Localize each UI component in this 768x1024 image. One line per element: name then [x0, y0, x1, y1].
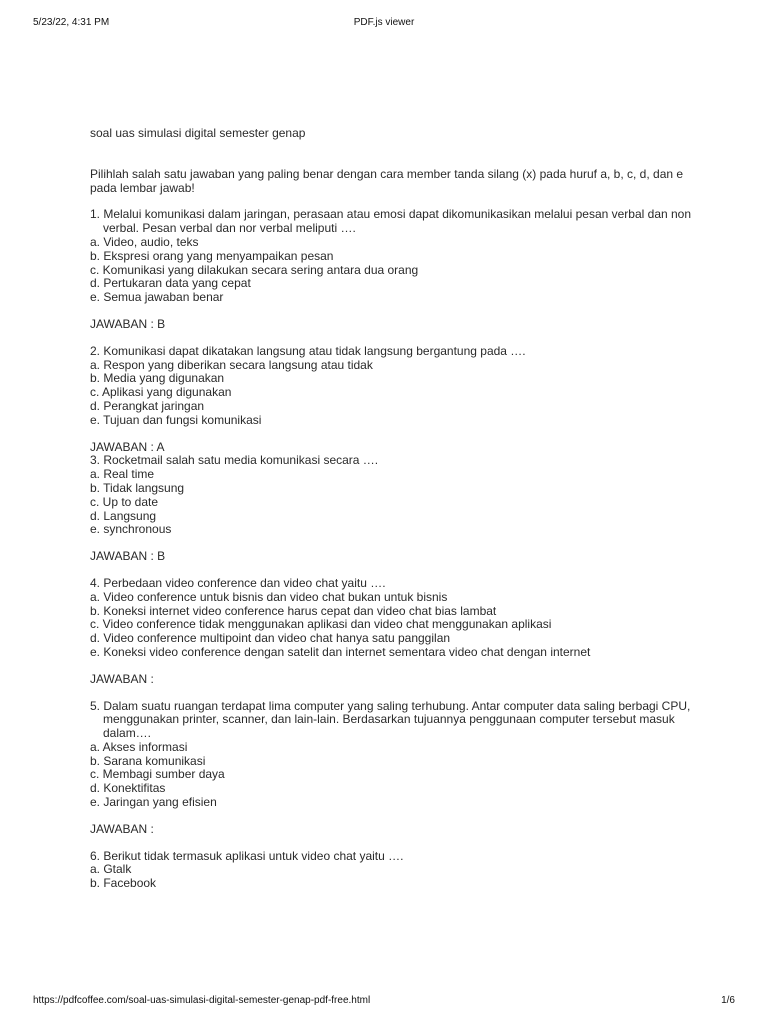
option-b: b. Tidak langsung — [90, 480, 185, 495]
question-text: 4. Perbedaan video conference dan video chat yaitu …. — [90, 575, 386, 590]
option-d: d. Perangkat jaringan — [90, 398, 205, 413]
option-list — [90, 591, 700, 660]
option-b: b. Media yang digunakan — [90, 371, 225, 386]
question-6 — [90, 850, 700, 891]
question-text: 5. Dalam suatu ruangan terdapat lima computer yang saling terhubung. Antar computer data saling berbagi CPU, menggunakan printer, scanner, dan lain-lain. Berdasarkan tujuannya penggunaan computer tersebut masuk dalam…. — [90, 698, 691, 741]
source-url: https://pdfcoffee.com/soal-uas-simulasi-digital-semester-genap-pdf-free.html — [33, 995, 371, 1006]
document-title: soal uas simulasi digital semester genap — [90, 126, 306, 140]
option-list — [90, 236, 700, 305]
option-list — [90, 741, 700, 810]
option-c: c. Video conference tidak menggunakan aplikasi dan video chat menggunakan aplikasi — [90, 617, 552, 632]
answer-5: JAWABAN : — [90, 821, 154, 836]
answer-3: JAWABAN : B — [90, 549, 166, 564]
question-5 — [90, 700, 700, 810]
option-e: e. Semua jawaban benar — [90, 290, 224, 305]
answer-1: JAWABAN : B — [90, 316, 166, 331]
question-2 — [90, 345, 700, 428]
answer-2: JAWABAN : A — [90, 439, 165, 454]
question-text: 6. Berikut tidak termasuk aplikasi untuk video chat yaitu …. — [90, 848, 404, 863]
option-d: d. Langsung — [90, 508, 157, 523]
option-a: a. Video conference untuk bisnis dan video chat bukan untuk bisnis — [90, 589, 448, 604]
question-4 — [90, 577, 700, 660]
question-3 — [90, 454, 700, 537]
question-1 — [90, 208, 700, 305]
option-d: d. Konektifitas — [90, 781, 166, 796]
page-indicator: 1/6 — [721, 995, 735, 1006]
option-list — [90, 359, 700, 428]
question-text: 1. Melalui komunikasi dalam jaringan, perasaan atau emosi dapat dikomunikasikan melalui pesan verbal dan non verbal. Pesan verbal dan nor verbal meliputi …. — [90, 207, 692, 236]
question-text: 2. Komunikasi dapat dikatakan langsung atau tidak langsung bergantung pada …. — [90, 343, 526, 358]
option-c: c. Membagi sumber daya — [90, 767, 225, 782]
print-title: PDF.js viewer — [353, 17, 415, 28]
option-b: b. Koneksi internet video conference harus cepat dan video chat bias lambat — [90, 603, 497, 618]
option-b: b. Facebook — [90, 876, 157, 891]
print-footer — [33, 995, 735, 1009]
option-c: c. Aplikasi yang digunakan — [90, 385, 232, 400]
question-text: 3. Rocketmail salah satu media komunikasi secara …. — [90, 453, 379, 468]
option-a: a. Gtalk — [90, 862, 132, 877]
option-e: e. Tujuan dan fungsi komunikasi — [90, 412, 262, 427]
option-b: b. Sarana komunikasi — [90, 753, 206, 768]
answer-4: JAWABAN : — [90, 671, 154, 686]
option-e: e. synchronous — [90, 522, 172, 537]
option-list — [90, 863, 700, 891]
option-a: a. Respon yang diberikan secara langsung atau tidak — [90, 357, 373, 372]
option-e: e. Jaringan yang efisien — [90, 795, 217, 810]
print-header — [33, 17, 735, 31]
option-a: a. Video, audio, teks — [90, 234, 199, 249]
option-d: d. Video conference multipoint dan video chat hanya satu panggilan — [90, 631, 451, 646]
option-c: c. Up to date — [90, 494, 159, 509]
document-body — [90, 127, 700, 904]
option-c: c. Komunikasi yang dilakukan secara sering antara dua orang — [90, 262, 419, 277]
option-e: e. Koneksi video conference dengan satelit dan internet sementara video chat dengan internet — [90, 644, 591, 659]
option-b: b. Ekspresi orang yang menyampaikan pesan — [90, 248, 334, 263]
document-instruction: Pilihlah salah satu jawaban yang paling benar dengan cara member tanda silang (x) pada huruf a, b, c, d, dan e pada lembar jawab! — [90, 166, 684, 195]
option-d: d. Pertukaran data yang cepat — [90, 276, 251, 291]
option-a: a. Akses informasi — [90, 739, 188, 754]
option-list — [90, 468, 700, 537]
option-a: a. Real time — [90, 467, 155, 482]
print-datetime: 5/23/22, 4:31 PM — [33, 17, 110, 28]
